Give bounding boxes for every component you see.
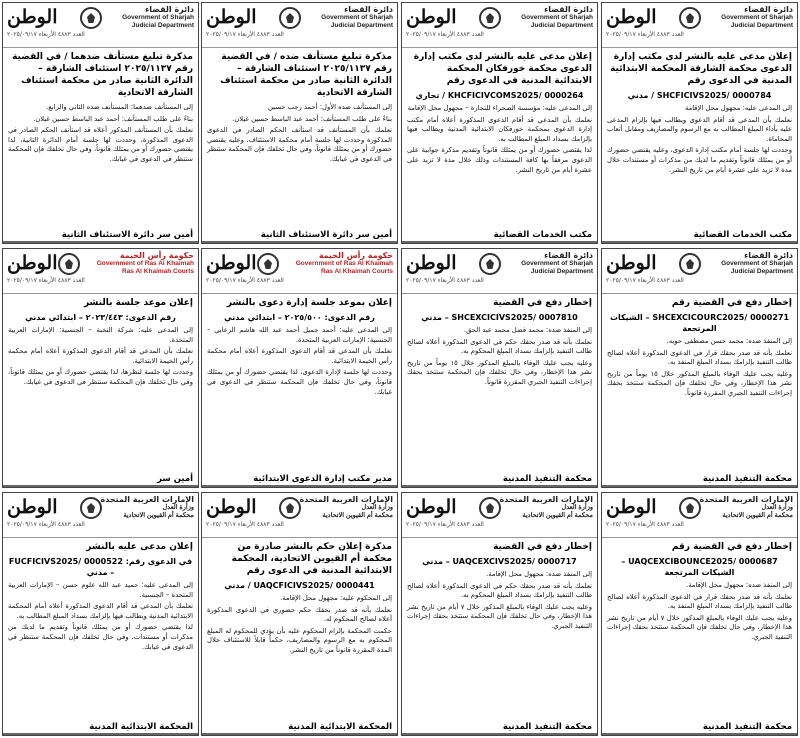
notice-body: [402, 102, 597, 179]
case-number: UAQCEXCIVS2025/ 0000717 – مدني: [422, 557, 577, 566]
notice-title: إخطار دفع في القضية رقم: [671, 542, 792, 552]
notice-paragraph: وعليه يجب عليك الوفاء بالمبلغ المذكور خلال ٧ أيام من تاريخ نشر هذا الإخطار، وفي حال تخلفك فإن المحكمة ستتخذ بحقك إجراءات التنفيذ الجبري.: [607, 613, 793, 641]
department-arabic: الإمارات العربية المتحدة: [699, 495, 793, 504]
issue-date: العدد ٤٨٨٣ الأربعاء ٢٠٢٥/٠٩/١٧: [606, 521, 684, 528]
department-english: Government of Sharjah Judicial Department: [521, 14, 593, 29]
notice-paragraph: بناءً على طلب المستأنف: أحمد عبد الباسط حسين غيلان.: [33, 114, 193, 123]
notice-paragraph: نعلمك بأن المدعي قد أقام الدعوى ويطالب فيها بإلزام المدعى عليه بأداء المبلغ المطالب به مع الرسوم والمصاريف ومقابل أتعاب المحاماة.: [607, 115, 792, 143]
department-english: Government of Sharjah Judicial Department: [321, 14, 393, 29]
newspaper-logo: الوطن: [206, 6, 257, 28]
department-arabic: حكومة رأس الخيمة: [318, 251, 393, 260]
divider: [202, 733, 397, 735]
notice-paragraph: إلى المنفذ ضده: مجهول محل الإقامة.: [686, 581, 792, 589]
newspaper-logo: الوطن: [606, 496, 657, 518]
department-english: وزارة العدل محكمة أم القيوين الاتحادية: [322, 504, 393, 519]
notice-paragraph: وحددت لها جلسة لإدارة الدعوى، لذا يقتضي حضورك أو من يمثلك قانوناً، وفي حال تخلفك فإن المحكمة ستنظر في الدعوى في غيابك.: [207, 368, 392, 396]
department-arabic: الإمارات العربية المتحدة: [100, 495, 194, 504]
notice-paragraph: إلى المدعى عليه: مجهول محل الإقامة: [684, 104, 792, 112]
department-name: [721, 6, 793, 30]
notice-body: [202, 324, 397, 401]
department-arabic: الإمارات العربية المتحدة: [299, 495, 393, 504]
issue-date: العدد ٤٨٨٣ الأربعاء ٢٠٢٥/٠٩/١٧: [606, 31, 684, 38]
notice-paragraph: نعلمك بأنه قد صدر بحقك حكم في الدعوى المذكورة أعلاه لصالح طالب التنفيذ بإلزامك بسداد المبلغ المحكوم به.: [407, 581, 592, 600]
legal-notice: [401, 248, 598, 488]
department-english: Government of Ras Al Khaimah Ras Al Khaimah Courts: [96, 260, 194, 275]
notice-paragraph: إلى المدعى عليه: شركة النخبة – الجنسية: الإمارات العربية المتحدة.: [8, 326, 193, 344]
emblem-icon: [679, 7, 701, 29]
notice-paragraph: نعلمك بأن المستأنف المذكور أعلاه قد استأنف الحكم الصادر في الدعوى المذكورة، وحددت لها جلسة أمام الدائرة الثانية، لذا يقتضي حضورك أو من يمثلك قانوناً، وفي حال تخلفك فإن المحكمة ستنظر في الدعوى في غيابك.: [8, 126, 193, 163]
emblem-icon: [58, 253, 80, 275]
notice-footer: محكمة التنفيذ المدنية: [502, 722, 592, 732]
emblem-icon: [479, 253, 501, 275]
emblem-icon: [80, 497, 102, 519]
department-english: Government of Sharjah Judicial Department: [721, 260, 793, 275]
department-name: [721, 252, 793, 276]
notice-body: [3, 101, 198, 169]
case-number: KHCFICIVCOMS2025/ 0000264 / تجاري: [415, 91, 584, 100]
issue-date: العدد ٤٨٨٣ الأربعاء ٢٠٢٥/٠٩/١٧: [206, 277, 284, 284]
department-name: [122, 6, 194, 30]
newspaper-logo: الوطن: [206, 252, 257, 274]
notice-paragraph: إلى المدعى عليه: أحمد جميل أحمد عبد الله هاشم الزعابي – الجنسية: الإمارات العربية المتحدة.: [207, 326, 392, 344]
notice-footer: مكتب الخدمات القضائية: [693, 230, 792, 240]
newspaper-logo: الوطن: [406, 496, 457, 518]
divider: [602, 241, 797, 243]
department-arabic: دائرة القضاء: [744, 5, 793, 14]
emblem-icon: [279, 497, 301, 519]
department-arabic: دائرة القضاء: [145, 5, 194, 14]
divider: [402, 241, 597, 243]
issue-date: العدد ٤٨٨٣ الأربعاء ٢٠٢٥/٠٩/١٧: [606, 277, 684, 284]
issue-date: العدد ٤٨٨٣ الأربعاء ٢٠٢٥/٠٩/١٧: [7, 277, 85, 284]
divider: [402, 485, 597, 487]
notice-title: مذكرة تبليغ مستأنف ضده / في القضية رقم ٢٠٢٥/١١٣٧ استئناف الشارقة – الدائرة الثانية صادر من محكمة استئناف الشارقة الاتحادية: [220, 52, 392, 98]
department-name: [97, 252, 194, 276]
notice-paragraph: إلى المستأنف ضدهما: المستأنف ضده الثاني والرابع.: [46, 103, 193, 111]
notice-header: [202, 493, 397, 538]
department-name: [101, 496, 194, 520]
notice-paragraph: نعلمك بأن المدعي قد أقام الدعوى المذكورة أعلاه أمام المحكمة الابتدائية المدنية ويطالب فيها بإلزامك بسداد المبلغ المطالب به.: [8, 602, 193, 620]
notice-paragraph: وعليه يجب عليك الوفاء بالمبلغ المذكور خلال ٧ أيام من تاريخ نشر هذا الإخطار، وفي حال تخلفك فإن المحكمة ستتخذ بحقك إجراءات التنفيذ الجبري.: [407, 602, 593, 630]
notice-title: إعلان موعد جلسة بالنشر: [83, 298, 193, 308]
notice-paragraph: بناءً على طلب المستأنف: أحمد عبد الباسط حسين غيلان.: [232, 114, 392, 123]
department-name: [300, 496, 393, 520]
divider: [3, 241, 198, 243]
notice-title: مذكرة تبليغ مستأنف ضدهما / في القضية رقم ٢٠٢٥/١١٣٧ استئناف الشارقة – الدائرة الثانية صادر من محكمة استئناف الشارقة الاتحادية: [12, 52, 193, 98]
divider: [602, 485, 797, 487]
issue-date: العدد ٤٨٨٣ الأربعاء ٢٠٢٥/٠٩/١٧: [206, 31, 284, 38]
notice-title: إعلان مدعى عليه بالنشر لدى مكتب إدارة الدعوى محكمة خورفكان المحكمة الابتدائية المدنية في الدعوى رقم: [413, 52, 592, 86]
department-name: [521, 6, 593, 30]
notice-title: إخطار دفع في القضية رقم: [671, 298, 792, 308]
notice-footer: أمين سر دائرة الاستئناف الثانية: [260, 230, 392, 240]
department-name: [321, 6, 393, 30]
notice-header: [3, 493, 198, 538]
issue-date: العدد ٤٨٨٣ الأربعاء ٢٠٢٥/٠٩/١٧: [7, 521, 85, 528]
notice-header: [602, 493, 797, 538]
notice-footer: محكمة التنفيذ المدنية: [502, 474, 592, 484]
legal-notice: [2, 248, 199, 488]
notice-header: [202, 3, 397, 48]
notice-paragraph: إلى المحكوم عليه: مجهول محل الإقامة.: [280, 594, 392, 602]
notice-paragraph: نعلمك بأن المدعي قد أقام الدعوى المذكورة أعلاه أمام محكمة رأس الخيمة الابتدائية.: [207, 347, 392, 365]
case-number: UAQCEXCIBOUNCE2025/ 0000687 – الشيكات المرتجعة: [621, 557, 778, 577]
newspaper-logo: الوطن: [406, 252, 457, 274]
emblem-icon: [257, 253, 279, 275]
emblem-icon: [479, 7, 501, 29]
newspaper-logo: الوطن: [7, 252, 58, 274]
newspaper-logo: الوطن: [406, 6, 457, 28]
newspaper-logo: الوطن: [206, 496, 257, 518]
notice-title: إعلان مدعى عليه بالنشر: [86, 542, 193, 552]
notice-paragraph: نعلمك بأنه قد صدر بحقك حكم حضوري في الدعوى المذكورة أعلاه لصالح المحكوم له.: [207, 605, 392, 624]
case-number: SHCEXCICOURC2025/ 0000271 – الشيكات المرتجعة: [609, 313, 790, 333]
department-name: [521, 252, 593, 276]
notice-paragraph: نعلمك بأن المدعي قد أقام الدعوى المذكورة أعلاه أمام محكمة رأس الخيمة الابتدائية.: [8, 347, 193, 365]
notice-body: [602, 335, 797, 403]
issue-date: العدد ٤٨٨٣ الأربعاء ٢٠٢٥/٠٩/١٧: [406, 521, 484, 528]
legal-notice: [601, 492, 798, 736]
department-english: وزارة العدل محكمة أم القيوين الاتحادية: [123, 504, 194, 519]
notice-footer: المحكمة الابتدائية المدنية: [288, 722, 392, 732]
notice-paragraph: إلى المنفذ ضده: مجهول محل الإقامة.: [486, 570, 592, 578]
notice-paragraph: نعلمك بأنه قد صدر بحقك قرار في الدعوى المذكورة أعلاه لصالح طالب التنفيذ بإلزامك بسداد المبلغ المنفذ به.: [607, 348, 792, 367]
department-name: [700, 496, 793, 520]
notice-paragraph: وعليه يجب عليك الوفاء بالمبلغ المذكور خلال ١٥ يوماً من تاريخ نشر هذا الإخطار، وفي حال تخلفك فإن المحكمة ستتخذ بحقك إجراءات التنفيذ الجبري المقررة قانوناً.: [607, 369, 793, 397]
notice-footer: أمين سر: [157, 474, 193, 484]
divider: [3, 733, 198, 735]
emblem-icon: [279, 7, 301, 29]
notice-body: [202, 592, 397, 660]
notice-paragraph: وحددت لها جلسة أمام مكتب إدارة الدعوى، وعليه يقتضي حضورك أو من يمثلك قانوناً وتقديم ما لديك من مذكرات أو مستندات خلال مدة لا تزيد على عشرة أيام من تاريخ النشر.: [607, 146, 792, 174]
issue-date: العدد ٤٨٨٣ الأربعاء ٢٠٢٥/٠٩/١٧: [206, 521, 284, 528]
legal-notice: [2, 2, 199, 244]
department-english: وزارة العدل محكمة أم القيوين الاتحادية: [522, 504, 593, 519]
divider: [202, 241, 397, 243]
notice-footer: مكتب الخدمات القضائية: [493, 230, 592, 240]
notice-paragraph: وحددت لها جلسة لنظرها، لذا يقتضي حضورك أو من يمثلك قانوناً، وفي حال تخلفك فإن المحكمة ستنظر في الدعوى في غيابك.: [8, 368, 193, 386]
newspaper-logo: الوطن: [7, 496, 58, 518]
notice-body: [202, 101, 397, 169]
department-arabic: دائرة القضاء: [344, 5, 393, 14]
legal-notice: [601, 248, 798, 488]
notice-title: إعلان بموعد جلسة إدارة دعوى بالنشر: [226, 298, 392, 308]
notice-header: [602, 249, 797, 294]
notice-footer: مدير مكتب إدارة الدعوى الابتدائية: [253, 474, 392, 484]
notice-body: [402, 324, 597, 392]
legal-notice: [201, 248, 398, 488]
notice-paragraph: نعلمك بأنه قد صدر بحقك حكم في الدعوى المذكورة أعلاه لصالح طالب التنفيذ بإلزامك بسداد المبلغ المحكوم به.: [407, 337, 592, 356]
emblem-icon: [479, 497, 501, 519]
notice-paragraph: إلى المستأنف ضده الأول: أحمد رجب حسين: [268, 103, 392, 111]
case-number: SHCEXCICIVS2025/ 0007810 – مدني: [421, 313, 578, 322]
notice-footer: محكمة التنفيذ المدنية: [702, 474, 792, 484]
notice-header: [3, 3, 198, 48]
case-number: في الدعوى رقم: FUCFICIVS2025/ 0000522 – مدني: [8, 557, 193, 577]
notice-paragraph: لذا يقتضي حضورك أو من يمثلك قانوناً وتقديم مذكرة جوابية على الدعوى مرفقاً بها كافة المستندات وذلك خلال مدة لا تزيد على عشرة أيام من تاريخ النشر.: [407, 146, 592, 174]
legal-notice: [401, 2, 598, 244]
department-arabic: حكومة رأس الخيمة: [119, 251, 194, 260]
notice-paragraph: نعلمك بأن المدعي قد أقام الدعوى المذكورة أعلاه أمام مكتب إدارة الدعوى بمحكمة خورفكان الابتدائية المدنية ويطالب فيها بإلزامك بسداد المبلغ المطالب به.: [407, 115, 592, 143]
legal-notice: [601, 2, 798, 244]
legal-notice: [2, 492, 199, 736]
department-arabic: دائرة القضاء: [544, 5, 593, 14]
department-english: Government of Sharjah Judicial Department: [721, 14, 793, 29]
case-number: UAQCFICIVS2025/ 0000441 / مدني: [224, 581, 375, 590]
divider: [402, 733, 597, 735]
notice-paragraph: إلى المنفذ ضده: محمد فضل محمد عبد الحق.: [463, 326, 592, 334]
notice-paragraph: لذا يقتضي حضورك أو من يمثلك قانوناً وتقديم ما لديك من مذكرات أو مستندات، وفي حال تخلفك فإن المحكمة ستنظر في الدعوى في غيابك.: [8, 623, 193, 651]
newspaper-logo: الوطن: [7, 6, 58, 28]
emblem-icon: [679, 497, 701, 519]
notice-footer: المحكمة الابتدائية المدنية: [89, 722, 193, 732]
issue-date: العدد ٤٨٨٣ الأربعاء ٢٠٢٥/٠٩/١٧: [406, 31, 484, 38]
notice-paragraph: حكمت المحكمة بإلزام المحكوم عليه بأن يؤدي للمحكوم له المبلغ المحكوم به مع الرسوم والمصاريف، حكماً قابلاً للاستئناف خلال المدة المقررة قانوناً من تاريخ النشر.: [207, 626, 392, 654]
notice-body: [3, 579, 198, 656]
department-english: Government of Ras Al Khaimah Ras Al Khaimah Courts: [295, 260, 393, 275]
notice-paragraph: وعليه يجب عليك الوفاء بالمبلغ المذكور خلال ١٥ يوماً من تاريخ نشر هذا الإخطار، وفي حال تخلفك فإن المحكمة ستتخذ بحقك إجراءات التنفيذ الجبري المقررة قانوناً.: [407, 358, 593, 386]
notice-title: إعلان مدعى عليه بالنشر لدى مكتب إدارة الدعوى محكمة الشارقة المحكمة الابتدائية المدنية في الدعوى رقم: [610, 52, 792, 86]
department-arabic: دائرة القضاء: [744, 251, 793, 260]
notice-title: إخطار دفع في القضية: [493, 542, 592, 552]
department-arabic: الإمارات العربية المتحدة: [499, 495, 593, 504]
notice-header: [602, 3, 797, 48]
notice-body: [602, 102, 797, 179]
notice-body: [3, 324, 198, 392]
notice-footer: محكمة التنفيذ المدنية: [702, 722, 792, 732]
legal-notice: [201, 2, 398, 244]
department-english: Government of Sharjah Judicial Department: [521, 260, 593, 275]
divider: [202, 485, 397, 487]
newspaper-logo: الوطن: [606, 6, 657, 28]
legal-notice: [401, 492, 598, 736]
case-number: SHCFICIVS2025/ 0000784 / مدني: [627, 91, 772, 100]
notice-footer: أمين سر دائرة الاستئناف الثانية: [61, 230, 193, 240]
notice-header: [202, 249, 397, 294]
notice-header: [3, 249, 198, 294]
case-number: رقم الدعوى: ٢٠٢٥/٥٠٠ – ابتدائي مدني: [224, 313, 375, 322]
department-name: [296, 252, 393, 276]
legal-notice: [201, 492, 398, 736]
notice-header: [402, 249, 597, 294]
notice-paragraph: إلى المدعى عليه: مؤسسة الصحراء للتجارة – مجهول محل الإقامة: [407, 104, 592, 112]
notice-header: [402, 493, 597, 538]
notice-body: [602, 579, 797, 647]
case-number: رقم الدعوى: ٢٠٢٣/٤٤٣ – ابتدائي مدني: [25, 313, 176, 322]
issue-date: العدد ٤٨٨٣ الأربعاء ٢٠٢٥/٠٩/١٧: [406, 277, 484, 284]
notice-title: مذكرة إعلان حكم بالنشر صادرة من محكمة أم القيوين الاتحادية، المحكمة الابتدائية المدنية في الدعوى رقم: [231, 542, 392, 576]
department-name: [500, 496, 593, 520]
notice-body: [402, 568, 597, 636]
department-english: وزارة العدل محكمة أم القيوين الاتحادية: [722, 504, 793, 519]
notice-header: [402, 3, 597, 48]
divider: [3, 485, 198, 487]
department-english: Government of Sharjah Judicial Department: [122, 14, 194, 29]
notice-title: إخطار دفع في القضية: [493, 298, 592, 308]
newspaper-logo: الوطن: [606, 252, 657, 274]
notice-paragraph: نعلمك بأن المستأنف قد استأنف الحكم الصادر في الدعوى المذكورة وحددت لها جلسة أمام محكمة الاستئناف، وعليه يقتضي حضورك أو من يمثلك قانوناً، وفي حال تخلفك فإن المحكمة ستنظر في الدعوى في غيابك.: [207, 126, 392, 163]
department-arabic: دائرة القضاء: [544, 251, 593, 260]
notice-paragraph: نعلمك بأنه قد صدر بحقك قرار في الدعوى المذكورة أعلاه لصالح طالب التنفيذ بإلزامك بسداد المبلغ المنفذ به.: [607, 592, 792, 611]
emblem-icon: [679, 253, 701, 275]
divider: [602, 733, 797, 735]
notice-paragraph: إلى المنفذ ضده: محمد حسن مصطفى حويه.: [666, 337, 792, 345]
issue-date: العدد ٤٨٨٣ الأربعاء ٢٠٢٥/٠٩/١٧: [7, 31, 85, 38]
emblem-icon: [80, 7, 102, 29]
notice-paragraph: إلى المدعى عليه: حميد عبد الله علوم حسن – الإمارات العربية المتحدة – الجنسية.: [8, 581, 193, 599]
